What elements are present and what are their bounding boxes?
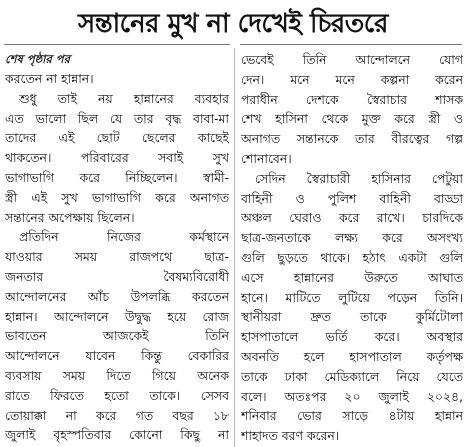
text-line: জনতার বৈষম্যবিরোধী (5, 268, 229, 284)
text-line: আন্দোলনে যাবেন কিন্তু বেকারির (5, 348, 229, 364)
text-line: হান্নান। আন্দোলনে উদ্বুদ্ধ হয়ে রোজ (5, 308, 229, 324)
text-line: অঞ্চল ঘেরাও করে রাখে। চারদিকে (241, 210, 463, 226)
text-line: শনিবার ভোর সাড়ে ৪টায় হান্নান (241, 408, 463, 424)
text-line: ভেবেই তিনি আন্দোলনে যোগ (241, 52, 463, 67)
text-line: অবনতি হলে হাসপাতাল কর্তৃপক্ষ (241, 348, 463, 364)
text-line: শুধু তাই নয় হান্নানের ব্যবহার (19, 90, 229, 106)
text-line: দেন। মনে মনে কল্পনা করেন (241, 71, 463, 87)
text-line: এসে হান্নানের উরুতে আঘাত (241, 269, 463, 285)
headline: সন্তানের মুখ না দেখেই চিরতরে (78, 9, 388, 39)
text-line: হাসপাতালে ভর্তি করে। অবস্থার (241, 329, 463, 345)
text-line: বলে। অতঃপর ২০ জুলাই ২০২৪, (241, 388, 463, 404)
text-line: শাহাদত বরণ করেন। (241, 428, 340, 444)
text-line: সেদিন স্বৈরাচারী হাসিনার পেটুয়া (255, 170, 463, 186)
text-line: তাদের এই ছোট ছেলের কাছেই (5, 130, 229, 146)
text-line: রাতে ফিরতে হতো তাকে। সেসব (5, 387, 229, 403)
text-line: ব্যবসায় সময় দিতে গিয়ে অনেক (5, 367, 229, 383)
right-column-text (241, 50, 463, 446)
text-line: সন্তানের অপেক্ষায় ছিলেন। (5, 209, 135, 225)
text-line: স্থানীয়রা দ্রুত তাকে কুর্মিটোলা (241, 309, 463, 325)
continued-from-label: শেষ পৃষ্ঠার পর (5, 52, 70, 66)
right-column (241, 50, 463, 446)
text-line: শেখ হাসিনা থেকে মুক্ত করে স্ত্রী ও (241, 111, 463, 127)
headline-rule-left (4, 44, 230, 45)
text-line: গুলি ছুড়তে থাকে। হঠাৎ একটা গুলি (241, 249, 463, 265)
text-line: হানে। মাটিতে লুটিয়ে পড়েন তিনি। (241, 289, 463, 305)
text-line: শোনাবেন। (241, 150, 292, 166)
text-line: প্রতিদিন নিজের কর্মস্থানে (19, 229, 229, 245)
text-line: বাহিনী ও পুলিশ বাহিনী বাড্ডা (241, 190, 463, 206)
text-line: আন্দোলনের আঁচ উপলব্ধি করতেন (5, 288, 229, 304)
text-line: জুলাই বৃহস্পতিবার কোনো কিছু না (5, 427, 229, 443)
text-line: করতেন না হান্নান। (5, 71, 94, 86)
text-line: ভাগাভাগি করে নিচ্ছিলেন। স্বামী- (5, 169, 229, 185)
text-line: ছাত্র-জনতাকে লক্ষ্য করে অসংখ্য (241, 230, 463, 246)
text-line: যাওয়ার সময় রাজপথে ছাত্র- (5, 249, 229, 265)
text-line: তোয়াক্কা না করে গত বছর ১৮ (5, 407, 229, 423)
column-divider (234, 48, 235, 447)
text-line: এত ভালো ছিল যে তার বৃদ্ধ বাবা-মা (5, 110, 229, 126)
text-line: পরাধীন দেশকে স্বৈরাচার শাসক (241, 91, 463, 107)
text-line: স্ত্রী এই সুখ ভাগাভাগি করে অনাগত (5, 189, 229, 205)
text-line: থাকতেন। পরিবারের সবাই সুখ (5, 150, 229, 166)
text-line: তাকে ঢাকা মেডিক্যালে নিয়ে যেতে (241, 368, 463, 384)
left-column-text (5, 69, 229, 445)
left-column (5, 50, 229, 445)
text-line: অনাগত সন্তানকে তার বীরত্বের গল্প (241, 131, 463, 147)
text-line: ভাবতেন আজকেই তিনি (5, 328, 229, 344)
headline-rule-right (240, 44, 462, 45)
